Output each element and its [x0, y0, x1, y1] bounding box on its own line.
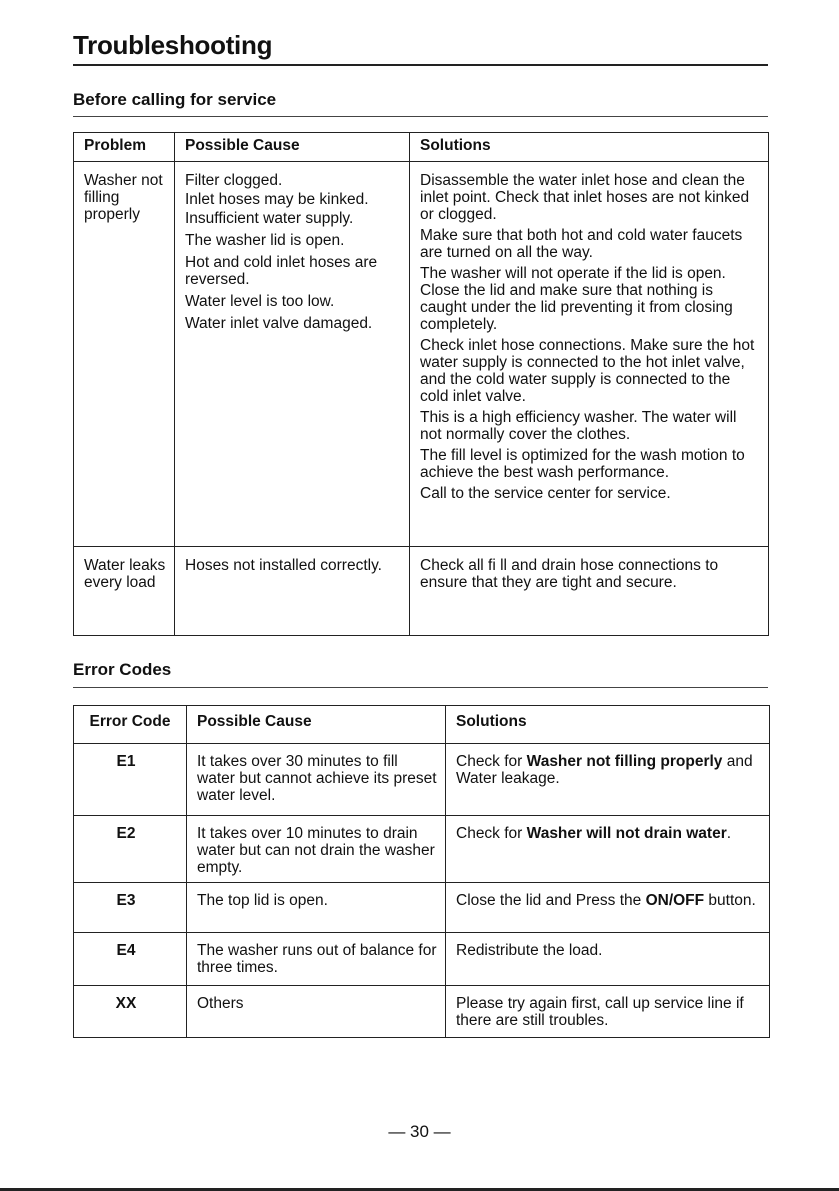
cause-cell: Others	[187, 986, 446, 1038]
cause-item: The washer lid is open.	[185, 232, 345, 249]
cause-cell: It takes over 10 minutes to drain water but can not drain the washer empty.	[187, 816, 446, 883]
cause-cell: The washer runs out of balance for three times.	[187, 933, 446, 986]
table-row	[74, 933, 770, 986]
solution-item: This is a high efficiency washer. The water will not normally cover the clothes.	[420, 409, 737, 443]
solutions-cell	[410, 547, 769, 636]
table-row	[74, 986, 770, 1038]
error-code-cell: XX	[74, 986, 187, 1038]
solution-text: and Water leakage.	[456, 753, 753, 787]
solution-item: Disassemble the water inlet hose and clean the inlet point. Check that inlet hoses are not kinked or clogged.	[420, 172, 750, 223]
title-divider	[73, 64, 768, 66]
cause-cell: It takes over 30 minutes to fill water but cannot achieve its preset water level.	[187, 744, 446, 816]
table-row	[74, 547, 769, 636]
cause-item: Water inlet valve damaged.	[185, 315, 373, 332]
table-row	[74, 162, 769, 547]
problem-cell: Washer not filling properly	[74, 162, 175, 547]
cause-item: Water level is too low.	[185, 293, 335, 310]
solution-emphasis: Washer will not drain water	[526, 825, 727, 842]
column-header-cause: Possible Cause	[187, 706, 446, 744]
solution-item: The washer will not operate if the lid is open. Close the lid and make sure that nothing is caught under the lid preventing it from closing completely.	[420, 265, 733, 333]
cause-item: Hoses not installed correctly.	[185, 557, 382, 574]
column-header-solutions: Solutions	[446, 706, 770, 744]
column-header-cause: Possible Cause	[175, 133, 410, 162]
solutions-cell	[446, 986, 770, 1038]
solutions-cell	[410, 162, 769, 547]
solution-text: Check for	[456, 825, 527, 842]
error-code-cell: E1	[74, 744, 187, 816]
solution-item: The fill level is optimized for the wash motion to achieve the best wash performance.	[420, 447, 745, 481]
solutions-cell	[446, 744, 770, 816]
solutions-cell	[446, 816, 770, 883]
solution-text: .	[726, 825, 732, 842]
column-header-error-code: Error Code	[74, 706, 187, 744]
error-code-cell: E3	[74, 883, 187, 933]
troubleshooting-table	[73, 132, 769, 636]
solutions-cell	[446, 933, 770, 986]
cause-item: Filter clogged.	[185, 172, 283, 189]
table-row	[74, 816, 770, 883]
error-codes-table	[73, 705, 770, 1038]
table-row	[74, 744, 770, 816]
problem-cell: Water leaks every load	[74, 547, 175, 636]
table-header-row	[74, 133, 769, 162]
solution-text: Redistribute the load.	[456, 942, 603, 959]
cause-cell	[175, 547, 410, 636]
error-code-cell: E4	[74, 933, 187, 986]
solution-text: Please try again first, call up service line if there are still troubles.	[456, 995, 744, 1029]
error-code-cell: E2	[74, 816, 187, 883]
solution-item: Check inlet hose connections. Make sure the hot water supply is connected to the hot inlet valve, and the cold water supply is connected to the cold inlet valve.	[420, 337, 755, 405]
section-heading-error-codes: Error Codes	[73, 660, 172, 679]
table-header-row	[74, 706, 770, 744]
solution-text: Check for	[456, 753, 527, 770]
cause-cell: The top lid is open.	[187, 883, 446, 933]
solution-text: Close the lid and Press the	[456, 892, 646, 909]
solution-item: Check all fi ll and drain hose connections to ensure that they are tight and secure.	[420, 557, 719, 591]
column-header-problem: Problem	[74, 133, 175, 162]
solution-text: button.	[704, 892, 756, 909]
page-number: — 30 —	[388, 1122, 451, 1141]
solutions-cell	[446, 883, 770, 933]
cause-item: Hot and cold inlet hoses are reversed.	[185, 254, 378, 288]
cause-cell	[175, 162, 410, 547]
solution-emphasis: Washer not filling properly	[526, 753, 723, 770]
solution-item: Call to the service center for service.	[420, 485, 671, 502]
page-title: Troubleshooting	[73, 30, 273, 60]
solution-emphasis: ON/OFF	[645, 892, 705, 909]
section-heading-before-service: Before calling for service	[73, 90, 277, 109]
cause-item: Insufficient water supply.	[185, 210, 354, 227]
cause-item: Inlet hoses may be kinked.	[185, 191, 369, 208]
column-header-solutions: Solutions	[410, 133, 769, 162]
section-divider	[73, 116, 768, 117]
solution-item: Make sure that both hot and cold water faucets are turned on all the way.	[420, 227, 743, 261]
table-row	[74, 883, 770, 933]
section-divider	[73, 687, 768, 688]
